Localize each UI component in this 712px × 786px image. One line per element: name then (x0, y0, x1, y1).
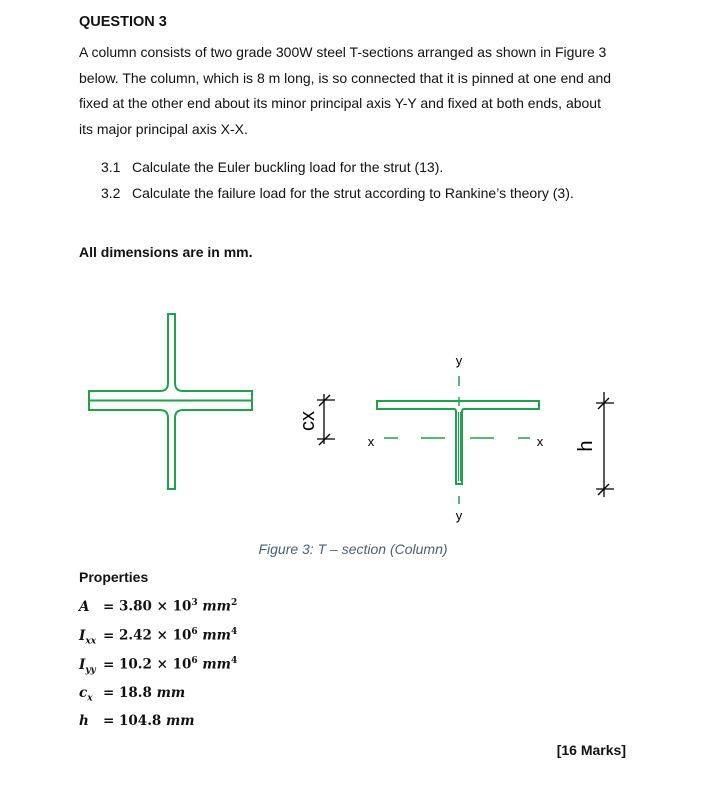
x-axis-label-left: x (367, 434, 375, 449)
property-h (79, 713, 195, 729)
properties-title: Properties (79, 569, 149, 585)
property-equals: = (103, 713, 115, 729)
property-unit-power: 2 (230, 598, 238, 608)
double-t-section-drawing (89, 314, 252, 489)
y-axis-label-top: y (455, 353, 463, 368)
property-area: $A = 3.80 \times 10^3$ $mm^2$ (79, 598, 238, 615)
property-unit: mm (202, 656, 231, 673)
paragraph-line-4: its major principal axis X-X. (79, 120, 248, 137)
task-text: Calculate the failure load for the strut according to Rankine’s theory (3). (132, 185, 574, 201)
property-exponent: 3 (191, 598, 198, 608)
paragraph-line-2: below. The column, which is 8 m long, is so connected that it is pinned at one end and (79, 69, 612, 86)
property-cx (79, 685, 185, 704)
task-number: 3.1 (101, 159, 121, 175)
property-symbol: A (79, 598, 90, 615)
property-iyy: $I_{yy} = 10.2 \times 10^6$ $mm^4$ (79, 656, 238, 676)
property-equals: = (103, 685, 115, 701)
task-number: 3.2 (101, 185, 121, 201)
h-label: h (575, 440, 597, 452)
x-axis-label-right: x (536, 434, 544, 449)
property-symbol: $I_{yy}$ (79, 656, 96, 676)
property-equals: = (103, 598, 115, 615)
property-mantissa: 3.80 (119, 598, 152, 615)
figure-caption: Figure 3: T – section (Column) (258, 541, 448, 557)
dimensions-note: All dimensions are in mm. (79, 244, 253, 260)
property-equals: = (103, 656, 115, 673)
property-equals: = (103, 627, 115, 644)
paragraph-line-1: A column consists of two grade 300W steel T-sections arranged as shown in Figure 3 (79, 44, 607, 60)
property-unit: mm (166, 713, 195, 729)
task-3-1 (101, 159, 443, 175)
t-section-web-lines (459, 412, 461, 481)
task-text: Calculate the Euler buckling load for the strut (13). (132, 159, 444, 175)
property-exponent: 6 (191, 627, 198, 637)
property-unit: mm (202, 627, 231, 644)
property-mantissa: 10.2 (119, 656, 152, 673)
property-symbol: $I_{xx}$ (79, 627, 97, 647)
cx-dimension (317, 394, 335, 445)
property-unit-power: 4 (230, 656, 238, 666)
property-value: 104.8 (119, 713, 162, 729)
marks-total: [16 Marks] (556, 742, 626, 758)
property-unit: mm (156, 685, 186, 701)
task-3-2 (101, 185, 574, 201)
property-unit-power: 4 (230, 627, 238, 637)
property-exponent: 6 (191, 656, 198, 666)
h-dimension (596, 392, 614, 497)
property-symbol: $c_x$ (79, 685, 93, 704)
paragraph-line-3: fixed at the other end about its minor principal axis Y-Y and fixed at both ends, about (79, 95, 601, 111)
property-unit: mm (202, 598, 231, 615)
question-paragraph (79, 40, 639, 142)
property-symbol: h (79, 713, 89, 729)
question-title: QUESTION 3 (79, 14, 167, 30)
property-value: 18.8 (119, 685, 152, 701)
cx-label: cx (297, 411, 319, 431)
property-ixx: $I_{xx} = 2.42 \times 10^6$ $mm^4$ (79, 627, 238, 647)
property-mantissa: 2.42 (119, 627, 152, 644)
y-axis-label-bottom: y (455, 508, 463, 523)
figure-3 (0, 300, 712, 535)
